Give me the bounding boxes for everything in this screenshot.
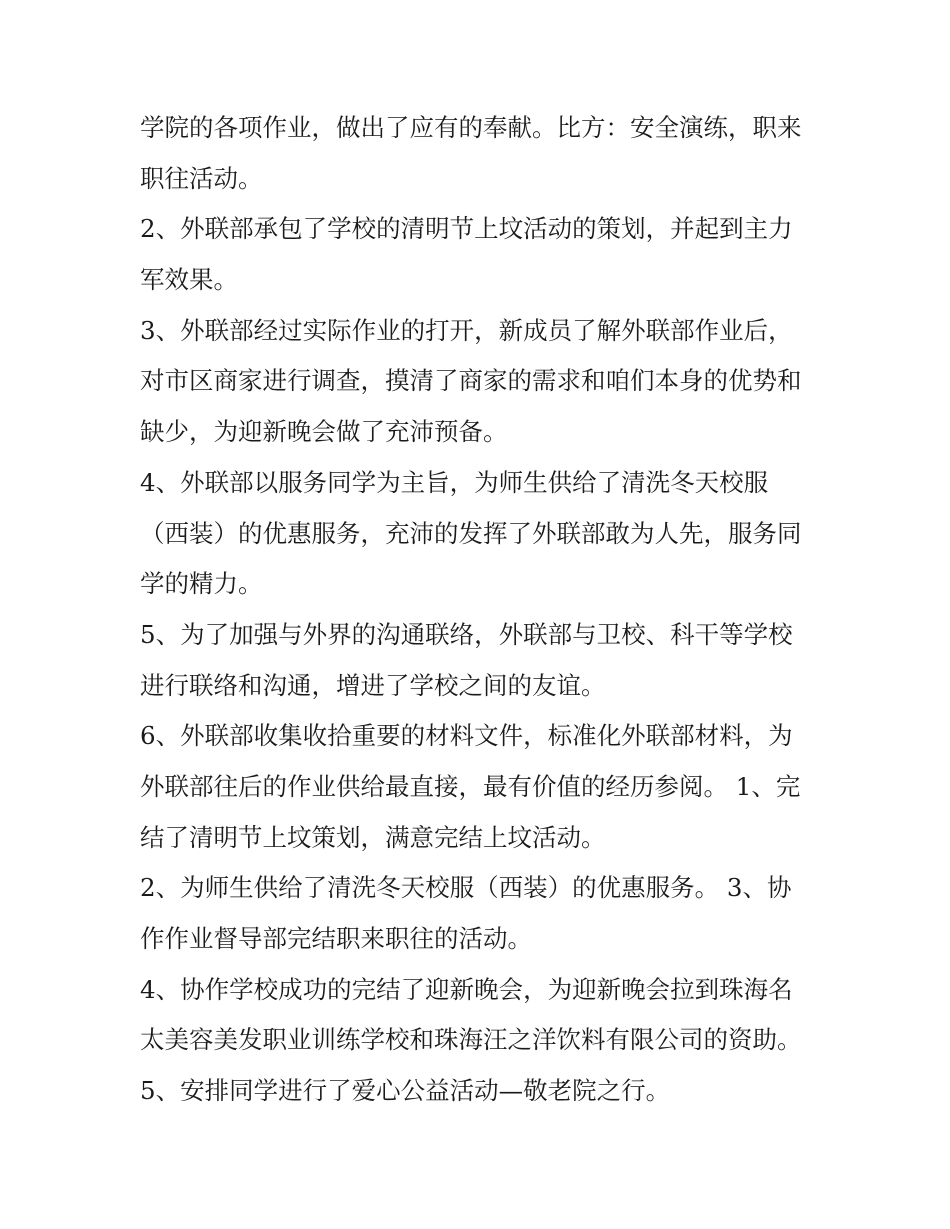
text-line: 学的精力。 bbox=[140, 569, 263, 599]
text-line: 2、为师生供给了清洗冬天校服（西装）的优惠服务。 3、协 bbox=[140, 873, 792, 903]
body-text bbox=[140, 103, 820, 1117]
text-line: 2、外联部承包了学校的清明节上坟活动的策划，并起到主力 bbox=[140, 214, 793, 244]
text-line: 作作业督导部完结职来职往的活动。 bbox=[140, 924, 532, 953]
text-line: 职往活动。 bbox=[140, 163, 263, 193]
text-line: 4、协作学校成功的完结了迎新晚会，为迎新晚会拉到珠海名 bbox=[140, 974, 793, 1004]
text-line: 4、外联部以服务同学为主旨，为师生供给了清洗冬天校服 bbox=[140, 467, 769, 497]
text-line: （西装）的优惠服务，充沛的发挥了外联部敢为人先，服务同 bbox=[140, 518, 802, 548]
text-line: 太美容美发职业训练学校和珠海汪之洋饮料有限公司的资助。 bbox=[140, 1025, 802, 1055]
text-line: 5、为了加强与外界的沟通联络，外联部与卫校、科干等学校 bbox=[140, 619, 793, 649]
text-line: 进行联络和沟通，增进了学校之间的友谊。 bbox=[140, 670, 606, 700]
text-line: 学院的各项作业，做出了应有的奉献。比方：安全演练，职来 bbox=[140, 113, 802, 142]
text-line: 结了清明节上坟策划，满意完结上坟活动。 bbox=[140, 822, 606, 852]
text-line: 军效果。 bbox=[140, 265, 238, 295]
text-line: 5、安排同学进行了爱心公益活动—敬老院之行。 bbox=[140, 1076, 671, 1106]
text-line: 对市区商家进行调查，摸清了商家的需求和咱们本身的优势和 bbox=[140, 366, 802, 396]
text-line: 外联部往后的作业供给最直接，最有价值的经历参阅。 1、完 bbox=[140, 771, 801, 801]
text-line: 3、外联部经过实际作业的打开，新成员了解外联部作业后， bbox=[140, 315, 793, 345]
text-line: 缺少，为迎新晚会做了充沛预备。 bbox=[140, 417, 508, 447]
text-line: 6、外联部收集收拾重要的材料文件，标准化外联部材料，为 bbox=[140, 721, 793, 751]
